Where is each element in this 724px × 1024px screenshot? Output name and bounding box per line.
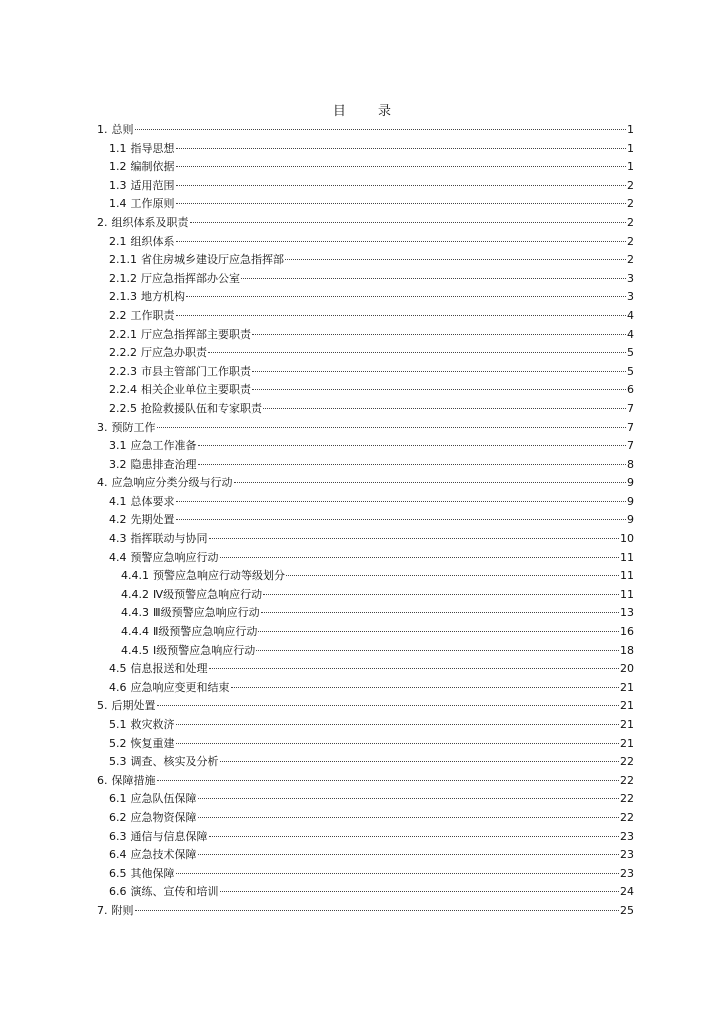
dot-leader	[252, 334, 626, 335]
toc-entry-page-number: 2	[627, 197, 634, 211]
toc-entry-text: 工作职责	[130, 308, 175, 322]
toc-entry-page-number: 1	[627, 123, 634, 136]
toc-entry-number: 2.1	[109, 234, 127, 248]
toc-entry-page-number: 22	[620, 792, 634, 806]
toc-entry-page-number: 3	[627, 271, 634, 285]
toc-entry-number: 4.3	[109, 532, 127, 546]
dot-leader	[190, 222, 627, 223]
dot-leader	[176, 519, 627, 520]
dot-leader	[220, 891, 620, 892]
toc-entry-page-number: 2	[627, 234, 634, 248]
toc-entry-page-number: 21	[620, 699, 634, 713]
toc-entry[interactable]	[97, 493, 634, 512]
toc-entry-page-number: 1	[627, 160, 634, 174]
toc-entry-number: 5.1	[109, 718, 127, 731]
toc-entry-label	[109, 251, 284, 270]
toc-entry[interactable]	[97, 233, 634, 252]
toc-entry-text: 编制依据	[130, 160, 175, 174]
toc-entry-page-number: 21	[620, 680, 634, 694]
toc-entry-number: 3.1	[109, 439, 127, 453]
dot-leader	[186, 296, 626, 297]
toc-entry-number: 5.3	[109, 755, 127, 769]
toc-entry-label	[109, 381, 251, 400]
toc-entry-label	[109, 344, 207, 363]
toc-entry[interactable]	[97, 772, 634, 791]
dot-leader	[220, 557, 620, 558]
toc-entry-text: 工作原则	[130, 197, 175, 211]
toc-entry-number: 6.5	[109, 866, 127, 880]
dot-leader	[209, 538, 620, 539]
dot-leader	[198, 798, 620, 799]
toc-entry-text: 相关企业单位主要职责	[141, 383, 251, 397]
toc-entry-number: 1.1	[109, 141, 127, 155]
toc-entry-page-number: 7	[627, 420, 634, 434]
toc-entry-number: 6.2	[109, 810, 127, 824]
toc-entry[interactable]	[97, 344, 634, 363]
toc-entry-number: 2.2.1	[109, 327, 137, 341]
toc-entry-page-number: 3	[627, 290, 634, 304]
dot-leader	[176, 501, 627, 502]
toc-entry-text: 预警应急响应行动	[130, 550, 219, 564]
toc-entry-number: 6.4	[109, 848, 127, 862]
toc-entry-number: 3.2	[109, 457, 127, 471]
toc-entry-text: 保障措施	[111, 773, 156, 787]
toc-entry[interactable]	[97, 307, 634, 326]
dot-leader	[176, 185, 627, 186]
toc-entry-number: 2.2	[109, 308, 127, 322]
toc-entry-page-number: 4	[627, 327, 634, 341]
toc-entry[interactable]	[97, 363, 634, 382]
toc-entry-label	[109, 735, 175, 754]
toc-entry[interactable]	[97, 158, 634, 177]
toc-entry-text: 救灾救济	[130, 718, 175, 731]
toc-entry-text: 附则	[111, 903, 134, 917]
toc-entry[interactable]	[97, 883, 634, 902]
dot-leader	[135, 910, 620, 911]
toc-entry[interactable]	[97, 697, 634, 716]
dot-leader	[252, 389, 626, 390]
toc-entry-text: 调查、核实及分析	[130, 755, 219, 769]
toc-entry-number: 4.4.3	[121, 606, 149, 620]
dot-leader	[198, 854, 620, 855]
dot-leader	[220, 761, 620, 762]
toc-entry-text: Ⅱ级预警应急响应行动	[153, 625, 258, 639]
toc-entry[interactable]	[97, 604, 634, 623]
dot-leader	[176, 166, 627, 167]
toc-entry-number: 5.2	[109, 736, 127, 750]
toc-entry[interactable]	[97, 177, 634, 196]
dot-leader	[176, 873, 620, 874]
toc-entry-text: 组织体系	[130, 234, 175, 248]
toc-entry-page-number: 8	[627, 457, 634, 471]
toc-entry-text: 指挥联动与协同	[130, 532, 208, 546]
toc-entry-number: 4.4.1	[121, 569, 149, 583]
toc-entry-page-number: 2	[627, 178, 634, 192]
toc-entry[interactable]	[97, 846, 634, 865]
toc-entry-page-number: 11	[620, 569, 634, 583]
toc-entry[interactable]	[97, 381, 634, 400]
toc-entry[interactable]	[97, 195, 634, 214]
toc-entry[interactable]	[97, 288, 634, 307]
toc-entry[interactable]	[97, 214, 634, 233]
toc-entry-text: 先期处置	[130, 513, 175, 527]
toc-entry-label	[121, 642, 255, 661]
toc-entry-label	[109, 865, 175, 884]
toc-entry-text: 厅应急办职责	[141, 346, 207, 360]
dot-leader	[263, 408, 626, 409]
toc-entry-page-number: 4	[627, 308, 634, 322]
toc-entry-number: 2.1.2	[109, 271, 137, 285]
toc-entry-text: 隐患排查治理	[130, 457, 197, 471]
toc-entry[interactable]	[97, 586, 634, 605]
toc-entry-label	[109, 790, 197, 809]
toc-entry-text: 省住房城乡建设厅应急指挥部	[141, 253, 284, 267]
toc-entry-label	[109, 456, 197, 475]
toc-entry-number: 7.	[97, 903, 108, 917]
toc-entry-text: 应急技术保障	[130, 848, 197, 862]
dot-leader	[285, 259, 626, 260]
toc-title: 目 录	[332, 104, 406, 119]
toc-entry-text: 地方机构	[141, 290, 185, 304]
toc-entry-text: 适用范围	[130, 178, 175, 192]
toc-entry-label	[109, 716, 175, 735]
toc-entry-number: 4.	[97, 476, 108, 490]
toc-entry-label	[109, 270, 240, 289]
dot-leader	[241, 278, 626, 279]
toc-entry-label	[121, 623, 257, 642]
dot-leader	[252, 371, 626, 372]
toc-entry-number: 6.1	[109, 792, 127, 806]
toc-entry-page-number: 7	[627, 439, 634, 453]
toc-entry[interactable]	[97, 865, 634, 884]
toc-entry-label	[109, 828, 208, 847]
dot-leader	[209, 668, 620, 669]
toc-entry[interactable]	[97, 530, 634, 549]
toc-entry[interactable]	[97, 642, 634, 661]
toc-entry-label	[109, 809, 197, 828]
toc-entry-text: 总体要求	[130, 494, 175, 508]
toc-entry-label	[121, 604, 260, 623]
toc-entry-page-number: 9	[627, 476, 634, 490]
toc-entry[interactable]	[97, 716, 634, 735]
dot-leader	[198, 445, 627, 446]
toc-entry[interactable]	[97, 753, 634, 772]
toc-entry-label	[109, 177, 175, 196]
toc-entry-label	[109, 158, 175, 177]
toc-entry-text: 通信与信息保障	[130, 829, 208, 843]
toc-entry-page-number: 25	[620, 903, 634, 917]
toc-entry[interactable]	[97, 419, 634, 438]
toc-entry-number: 2.2.5	[109, 401, 137, 415]
toc-entry-label	[109, 846, 197, 865]
toc-entry-text: 应急物资保障	[130, 810, 197, 824]
dot-leader	[176, 743, 620, 744]
dot-leader	[261, 612, 619, 613]
toc-entry-label	[97, 697, 156, 716]
toc-entry-label	[97, 474, 233, 493]
toc-entry-label	[121, 586, 262, 605]
toc-entry-label	[109, 363, 251, 382]
toc-entry-page-number: 22	[620, 755, 634, 769]
toc-entry-label	[109, 307, 175, 326]
toc-entry-text: 信息报送和处理	[130, 662, 208, 676]
toc-entry-number: 4.2	[109, 513, 127, 527]
toc-entry[interactable]	[97, 511, 634, 530]
toc-entry-label	[109, 400, 262, 419]
toc-entry-number: 4.5	[109, 662, 127, 676]
toc-entry-page-number: 11	[620, 550, 634, 564]
dot-leader	[157, 780, 620, 781]
toc-entry[interactable]	[97, 567, 634, 586]
toc-list	[97, 121, 634, 921]
toc-entry-page-number: 23	[620, 848, 634, 862]
dot-leader	[176, 203, 627, 204]
toc-entry-label	[109, 233, 175, 252]
toc-entry-number: 4.4.4	[121, 625, 149, 639]
toc-entry-text: 其他保障	[130, 866, 175, 880]
toc-entry[interactable]	[97, 251, 634, 270]
toc-entry-page-number: 9	[627, 513, 634, 527]
dot-leader	[176, 241, 627, 242]
toc-entry-page-number: 1	[627, 141, 634, 155]
toc-entry-page-number: 5	[627, 346, 634, 360]
dot-leader	[176, 724, 620, 725]
toc-entry[interactable]	[97, 660, 634, 679]
toc-entry-label	[97, 772, 156, 791]
dot-leader	[256, 650, 619, 651]
toc-entry-page-number: 10	[620, 532, 634, 546]
toc-entry-text: 厅应急指挥部办公室	[141, 271, 240, 285]
toc-entry-page-number: 22	[620, 773, 634, 787]
toc-entry-label	[109, 883, 219, 902]
toc-entry-number: 2.1.3	[109, 290, 137, 304]
toc-entry-number: 6.6	[109, 885, 127, 899]
toc-entry-page-number: 24	[620, 885, 634, 899]
dot-leader	[231, 687, 620, 688]
toc-entry-text: 应急工作准备	[130, 439, 197, 453]
toc-entry[interactable]	[97, 549, 634, 568]
toc-entry-number: 4.4.5	[121, 643, 149, 657]
toc-entry[interactable]	[97, 456, 634, 475]
toc-entry-page-number: 11	[620, 587, 634, 601]
dot-leader	[286, 575, 619, 576]
toc-entry-number: 2.2.3	[109, 364, 137, 378]
toc-entry-page-number: 20	[620, 662, 634, 676]
toc-entry[interactable]	[97, 679, 634, 698]
toc-entry[interactable]	[97, 790, 634, 809]
toc-entry-label	[109, 437, 197, 456]
toc-entry-number: 5.	[97, 699, 108, 713]
toc-entry-label	[109, 549, 219, 568]
dot-leader	[157, 705, 620, 706]
toc-entry-label	[109, 530, 208, 549]
toc-entry-page-number: 18	[620, 643, 634, 657]
toc-entry-text: 总则	[111, 123, 134, 136]
toc-entry-number: 4.6	[109, 680, 127, 694]
toc-entry-label	[109, 660, 208, 679]
dot-leader	[209, 836, 620, 837]
toc-entry-number: 2.2.2	[109, 346, 137, 360]
toc-entry-label	[109, 753, 219, 772]
toc-entry-label	[109, 140, 175, 159]
toc-entry-page-number: 13	[620, 606, 634, 620]
toc-entry-number: 1.	[97, 123, 108, 136]
dot-leader	[176, 315, 627, 316]
toc-entry-number: 1.2	[109, 160, 127, 174]
toc-entry-label	[109, 195, 175, 214]
toc-entry-page-number: 2	[627, 215, 634, 229]
toc-entry-text: 预防工作	[111, 420, 156, 434]
toc-entry[interactable]	[97, 809, 634, 828]
dot-leader	[157, 427, 627, 428]
toc-entry-label	[97, 419, 156, 438]
toc-entry-text: Ⅲ级预警应急响应行动	[153, 606, 260, 620]
toc-entry[interactable]	[97, 474, 634, 493]
toc-entry[interactable]	[97, 400, 634, 419]
toc-entry[interactable]	[97, 623, 634, 642]
toc-entry-number: 1.4	[109, 197, 127, 211]
toc-entry-page-number: 21	[620, 718, 634, 731]
toc-entry[interactable]	[97, 735, 634, 754]
dot-leader	[198, 464, 627, 465]
dot-leader	[258, 631, 619, 632]
toc-entry-label	[121, 567, 285, 586]
toc-entry-page-number: 2	[627, 253, 634, 267]
toc-entry-label	[97, 902, 134, 921]
toc-entry-label	[97, 214, 189, 233]
toc-entry-number: 6.	[97, 773, 108, 787]
toc-entry-text: 后期处置	[111, 699, 156, 713]
toc-entry-text: 演练、宣传和培训	[130, 885, 219, 899]
toc-entry-number: 6.3	[109, 829, 127, 843]
toc-entry-text: 组织体系及职责	[111, 215, 189, 229]
toc-entry-text: 应急响应分类分级与行动	[111, 476, 233, 490]
toc-entry-label	[109, 679, 230, 698]
toc-entry-text: 厅应急指挥部主要职责	[141, 327, 251, 341]
toc-entry-text: 应急响应变更和结束	[130, 680, 230, 694]
toc-entry[interactable]	[97, 270, 634, 289]
dot-leader	[263, 594, 619, 595]
toc-entry[interactable]	[97, 326, 634, 345]
toc-entry-text: 抢险救援队伍和专家职责	[141, 401, 262, 415]
toc-entry[interactable]	[97, 828, 634, 847]
toc-entry-number: 2.1.1	[109, 253, 137, 267]
toc-entry-text: 恢复重建	[130, 736, 175, 750]
toc-entry-number: 4.4	[109, 550, 127, 564]
toc-entry-page-number: 22	[620, 810, 634, 824]
toc-entry-number: 3.	[97, 420, 108, 434]
toc-entry[interactable]	[97, 121, 634, 140]
toc-entry-text: 应急队伍保障	[130, 792, 197, 806]
toc-entry-label	[109, 288, 185, 307]
dot-leader	[208, 352, 626, 353]
dot-leader	[135, 129, 627, 130]
toc-entry-number: 4.1	[109, 494, 127, 508]
toc-entry-text: Ⅰ级预警应急响应行动	[153, 643, 256, 657]
toc-entry-label	[109, 511, 175, 530]
toc-entry-label	[97, 121, 134, 140]
toc-entry-number: 1.3	[109, 178, 127, 192]
toc-entry-text: 指导思想	[130, 141, 175, 155]
toc-entry-label	[109, 493, 175, 512]
toc-entry-page-number: 21	[620, 736, 634, 750]
toc-entry[interactable]	[97, 902, 634, 921]
toc-entry-page-number: 5	[627, 364, 634, 378]
toc-entry-page-number: 16	[620, 625, 634, 639]
toc-entry-number: 2.2.4	[109, 383, 137, 397]
toc-entry-number: 2.	[97, 215, 108, 229]
toc-entry-number: 4.4.2	[121, 587, 149, 601]
toc-entry-text: Ⅳ级预警应急响应行动	[153, 587, 263, 601]
dot-leader	[176, 148, 627, 149]
toc-entry[interactable]	[97, 140, 634, 159]
toc-entry-text: 市县主管部门工作职责	[141, 364, 251, 378]
toc-entry-text: 预警应急响应行动等级划分	[153, 569, 285, 583]
toc-entry[interactable]	[97, 437, 634, 456]
toc-entry-page-number: 23	[620, 829, 634, 843]
toc-entry-page-number: 23	[620, 866, 634, 880]
toc-entry-page-number: 9	[627, 494, 634, 508]
toc-entry-page-number: 6	[627, 383, 634, 397]
toc-entry-label	[109, 326, 251, 345]
dot-leader	[234, 482, 627, 483]
dot-leader	[198, 817, 620, 818]
toc-entry-page-number: 7	[627, 401, 634, 415]
